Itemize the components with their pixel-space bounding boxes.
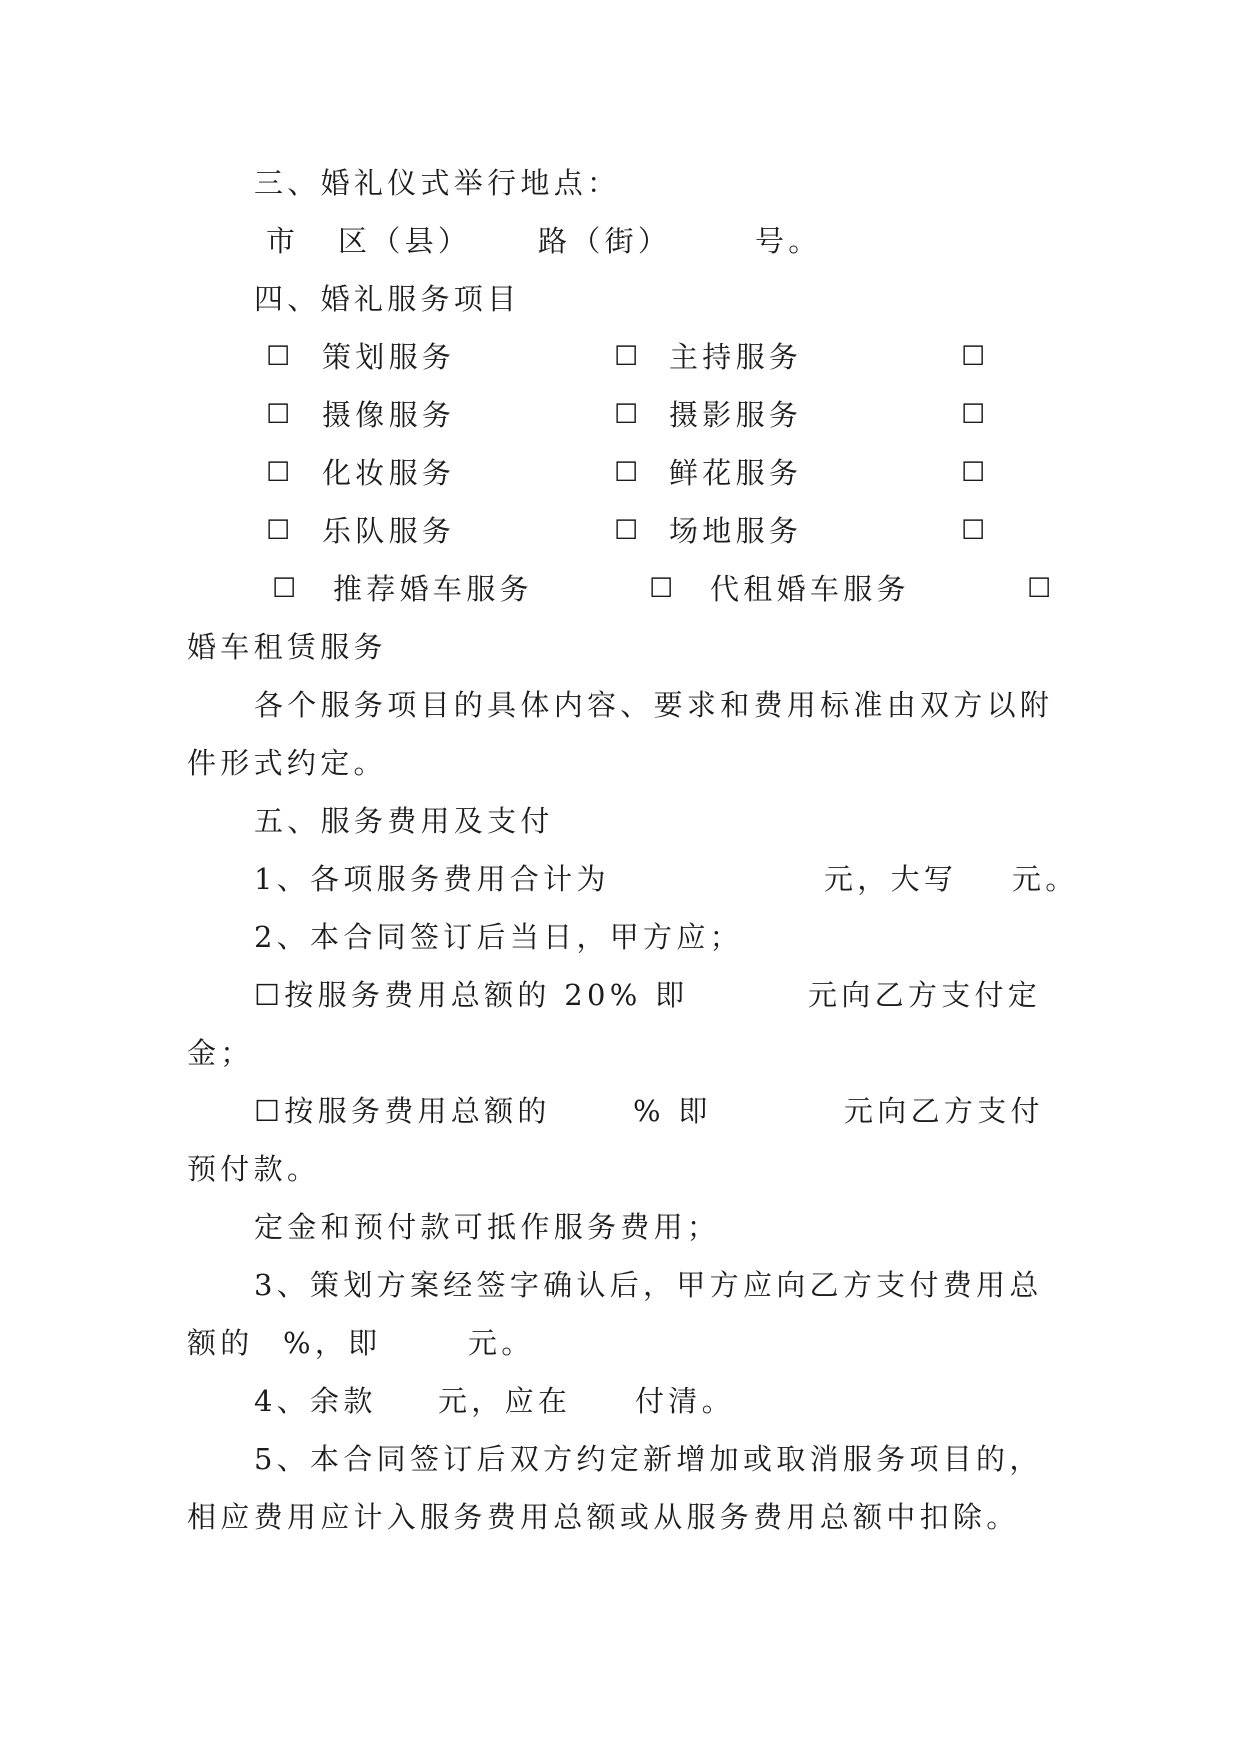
services-heading-line	[0, 279, 1241, 319]
services-heading: 四、婚礼服务项目	[254, 282, 521, 316]
services-note: 件形式约定。	[187, 746, 387, 780]
fee-item-2	[0, 917, 1241, 957]
checkbox-icon: ☐	[1027, 573, 1056, 604]
address-number: 号。	[755, 224, 822, 258]
service-planning: 策划服务	[322, 340, 456, 374]
change-clause-wrap: 相应费用应计入服务费用总额或从服务费用总额中扣除。	[187, 1500, 1020, 1534]
prepay-option-wrap: 预付款。	[187, 1152, 321, 1186]
prepay-option-wrap-line	[0, 1149, 1241, 1189]
checkbox-icon: ☐	[266, 341, 295, 372]
fee-total-uppercase-label: 元，大写	[824, 862, 958, 896]
address-road: 路（街）	[538, 224, 672, 258]
fee-item-5	[0, 1439, 1241, 1479]
balance-end: 付清。	[635, 1384, 735, 1418]
car-services-row-wrap	[0, 627, 1241, 667]
balance-start: 4、余款	[254, 1384, 377, 1418]
venue-address-line	[0, 221, 1241, 261]
deposit-option-text: ☐按服务费用总额的 20% 即	[254, 978, 689, 1012]
fee-item-4	[0, 1381, 1241, 1421]
plan-confirm-start: 额的	[187, 1326, 254, 1360]
service-video: 摄像服务	[322, 398, 456, 432]
payment-intro: 2、本合同签订后当日，甲方应；	[254, 920, 743, 954]
services-row	[0, 395, 1241, 435]
plan-confirm-text: 3、策划方案经签字确认后，甲方应向乙方支付费用总	[254, 1268, 1043, 1302]
service-host: 主持服务	[669, 340, 803, 374]
service-makeup: 化妆服务	[322, 456, 456, 490]
venue-heading-line	[0, 163, 1241, 203]
deposit-option-wrap-line	[0, 1033, 1241, 1073]
checkbox-icon: ☐	[961, 341, 990, 372]
deposit-note-line	[0, 1207, 1241, 1247]
fee-item-5-wrap	[0, 1497, 1241, 1537]
fees-heading: 五、服务费用及支付	[254, 804, 554, 838]
car-services-row	[0, 569, 1241, 609]
checkbox-icon: ☐	[614, 515, 643, 546]
address-city: 市	[266, 224, 300, 258]
fee-total-end: 元。	[1012, 862, 1079, 896]
services-row	[0, 337, 1241, 377]
services-note-line	[0, 743, 1241, 783]
services-note: 各个服务项目的具体内容、要求和费用标准由双方以附	[254, 688, 1054, 722]
prepay-option-text: ☐按服务费用总额的	[254, 1094, 551, 1128]
car-service-proxy-rent: 代租婚车服务	[710, 572, 910, 606]
checkbox-icon: ☐	[272, 573, 301, 604]
fee-item-1	[0, 859, 1241, 899]
service-photo: 摄影服务	[669, 398, 803, 432]
change-clause: 5、本合同签订后双方约定新增加或取消服务项目的，	[254, 1442, 1043, 1476]
checkbox-icon: ☐	[961, 399, 990, 430]
car-service-recommend: 推荐婚车服务	[333, 572, 533, 606]
checkbox-icon: ☐	[266, 399, 295, 430]
services-row	[0, 453, 1241, 493]
checkbox-icon: ☐	[266, 515, 295, 546]
service-band: 乐队服务	[322, 514, 456, 548]
fee-item-3-wrap	[0, 1323, 1241, 1363]
checkbox-icon: ☐	[961, 457, 990, 488]
checkbox-icon: ☐	[266, 457, 295, 488]
deposit-option-tail: 元向乙方支付定	[808, 978, 1042, 1012]
balance-middle: 元，应在	[438, 1384, 572, 1418]
checkbox-icon: ☐	[961, 515, 990, 546]
plan-confirm-end: 元。	[468, 1326, 535, 1360]
service-flowers: 鲜花服务	[669, 456, 803, 490]
prepay-option-percent: % 即	[633, 1094, 712, 1128]
fee-total-label: 1、各项服务费用合计为	[254, 862, 610, 896]
deposit-note: 定金和预付款可抵作服务费用；	[254, 1210, 721, 1244]
deposit-option-wrap: 金；	[187, 1036, 254, 1070]
plan-confirm-percent: %，即	[283, 1326, 382, 1360]
venue-heading: 三、婚礼仪式举行地点：	[254, 166, 621, 200]
checkbox-icon: ☐	[614, 457, 643, 488]
prepay-option-tail: 元向乙方支付	[844, 1094, 1044, 1128]
service-venue: 场地服务	[669, 514, 803, 548]
fees-heading-line	[0, 801, 1241, 841]
address-district: 区（县）	[338, 224, 472, 258]
services-note-line	[0, 685, 1241, 725]
checkbox-icon: ☐	[614, 399, 643, 430]
checkbox-icon: ☐	[614, 341, 643, 372]
fee-item-3	[0, 1265, 1241, 1305]
car-service-rental: 婚车租赁服务	[187, 630, 387, 664]
services-row	[0, 511, 1241, 551]
prepay-option-line	[0, 1091, 1241, 1131]
checkbox-icon: ☐	[649, 573, 678, 604]
deposit-option-line	[0, 975, 1241, 1015]
